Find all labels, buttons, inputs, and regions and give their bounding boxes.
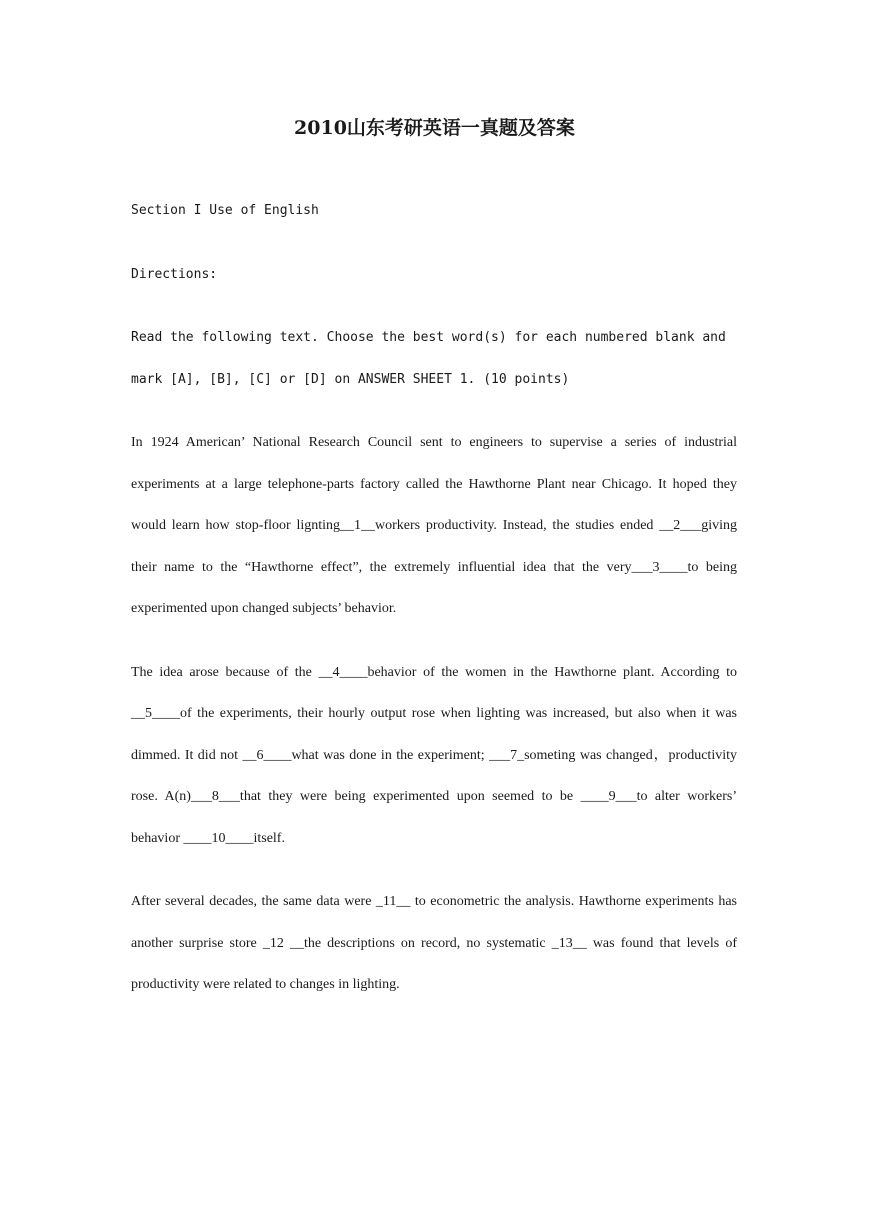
page-title: 2010山东考研英语一真题及答案 (294, 117, 575, 139)
directions-label: Directions: (131, 266, 218, 282)
passage-paragraph-2: The idea arose because of the __4____behavior of the women in the Hawthorne plant. According to __5____of the experiments, their hourly output rose when lighting was increased, but also when it was dimmed. It did not __6____what was done in the experiment; ___7_someting was changed，productivity rose. A(n)___8___that they were being experimented upon seemed to be ____9___to alter workers’ behavior ____10____itself. (131, 664, 737, 846)
document-body (131, 190, 737, 1028)
passage-paragraph-3: After several decades, the same data were _11__ to econometric the analysis. Hawthorne experiments has another surprise store _12 __the descriptions on record, no systematic _13__ was found that levels of productivity were related to changes in lighting. (131, 894, 737, 992)
directions-text: Read the following text. Choose the best word(s) for each numbered blank and mark [A], [B], [C] or [D] on ANSWER SHEET 1. (10 points) (131, 330, 726, 387)
section-heading: Section I Use of English (131, 203, 319, 218)
passage-paragraph-1: In 1924 American’ National Research Council sent to engineers to supervise a series of industrial experiments at a large telephone-parts factory called the Hawthorne Plant near Chicago. It hoped they would learn how stop-floor lignting__1__workers productivity. Instead, the studies ended __2___giving their name to the “Hawthorne effect”, the extremely influential idea that the very___3____to being experimented upon changed subjects’ behavior. (131, 435, 737, 616)
